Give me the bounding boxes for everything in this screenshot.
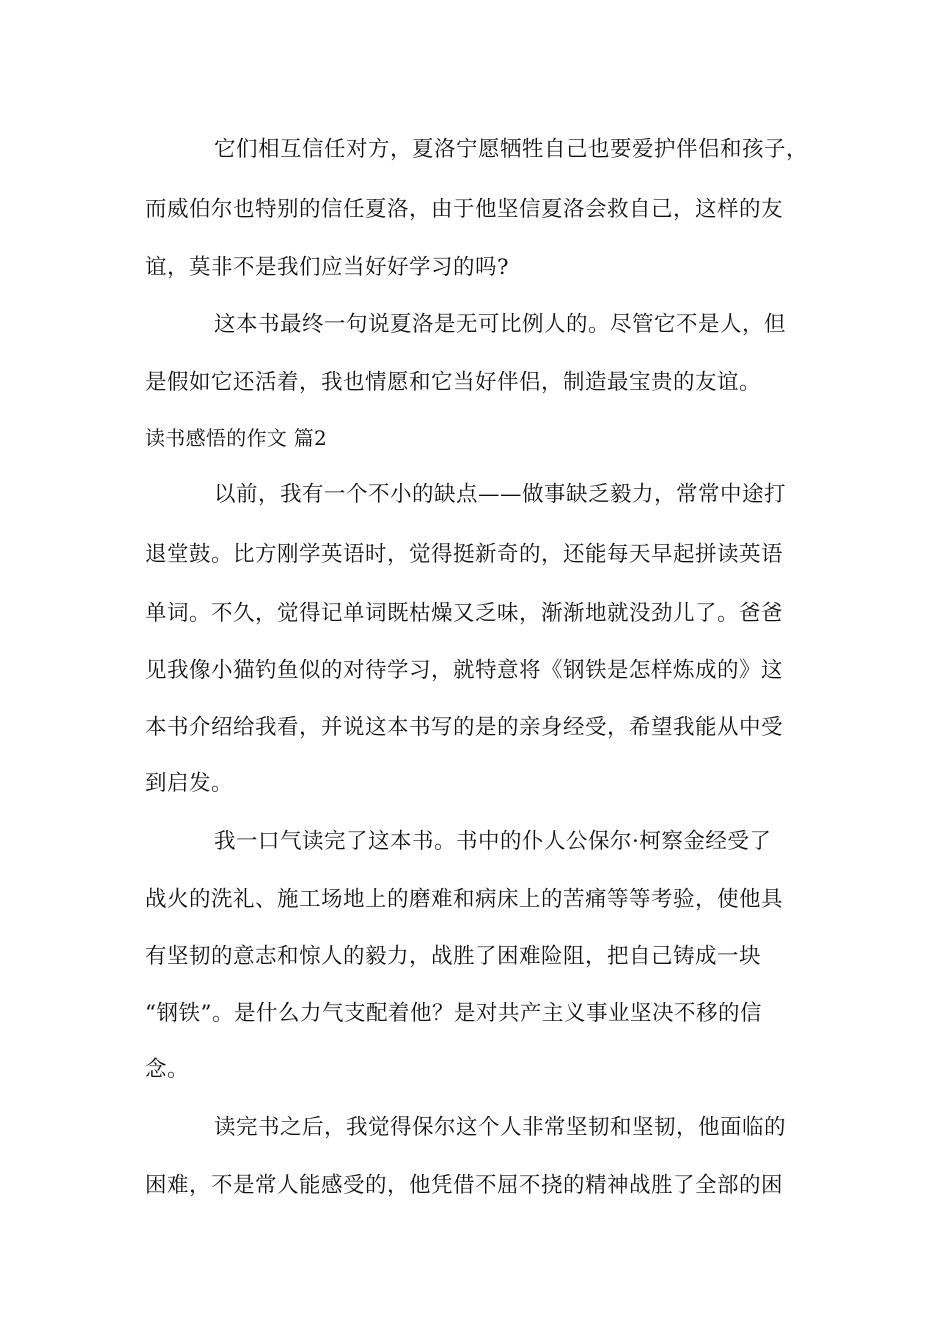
paragraph-3-line-3: 单词。不久，觉得记单词既枯燥又乏味，渐渐地就没劲儿了。爸爸 [145, 601, 784, 626]
paragraph-4-line-3: 有坚韧的意志和惊人的毅力，战胜了困难险阻，把自己铸成一块 [145, 944, 762, 969]
paragraph-4-line-1: 我一口气读完了这本书。书中的仆人公保尔·柯察金经受了 [214, 829, 772, 854]
paragraph-3-line-1: 以前，我有一个不小的缺点——做事缺乏毅力，常常中途打 [214, 482, 787, 507]
paragraph-3-line-4: 见我像小猫钓鱼似的对待学习，就特意将《钢铁是怎样炼成的》这 [145, 658, 784, 683]
paragraph-3-line-2: 退堂鼓。比方刚学英语时，觉得挺新奇的，还能每天早起拼读英语 [145, 542, 784, 567]
paragraph-5-line-1: 读完书之后，我觉得保尔这个人非常坚韧和坚韧，他面临的 [214, 1115, 787, 1140]
paragraph-4-line-4: “钢铁”。是什么力气支配着他？是对共产主义事业坚决不移的信 [145, 1001, 762, 1026]
paragraph-1-line-1: 它们相互信任对方，夏洛宁愿牺牲自己也要爱护伴侣和孩子， [214, 137, 809, 162]
section-heading: 读书感悟的作文 篇2 [145, 426, 328, 450]
paragraph-3-line-6: 到启发。 [145, 771, 234, 796]
paragraph-5-line-2: 困难，不是常人能感受的，他凭借不屈不挠的精神战胜了全部的困 [145, 1173, 784, 1198]
paragraph-4-line-5: 念。 [145, 1057, 190, 1082]
paragraph-2-line-1: 这本书最终一句说夏洛是无可比例人的。尽管它不是人，但 [214, 312, 787, 337]
paragraph-1-line-2: 而威伯尔也特别的信任夏洛，由于他坚信夏洛会救自己，这样的友 [145, 197, 784, 222]
paragraph-4-line-2: 战火的洗礼、施工场地上的磨难和病床上的苦痛等等考验，使他具 [145, 887, 784, 912]
paragraph-3-line-5: 本书介绍给我看，并说这本书写的是的亲身经受，希望我能从中受 [145, 715, 784, 740]
paragraph-1-line-3: 谊，莫非不是我们应当好好学习的吗? [145, 255, 510, 280]
paragraph-2-line-2: 是假如它还活着，我也情愿和它当好伴侣，制造最宝贵的友谊。 [145, 370, 762, 395]
